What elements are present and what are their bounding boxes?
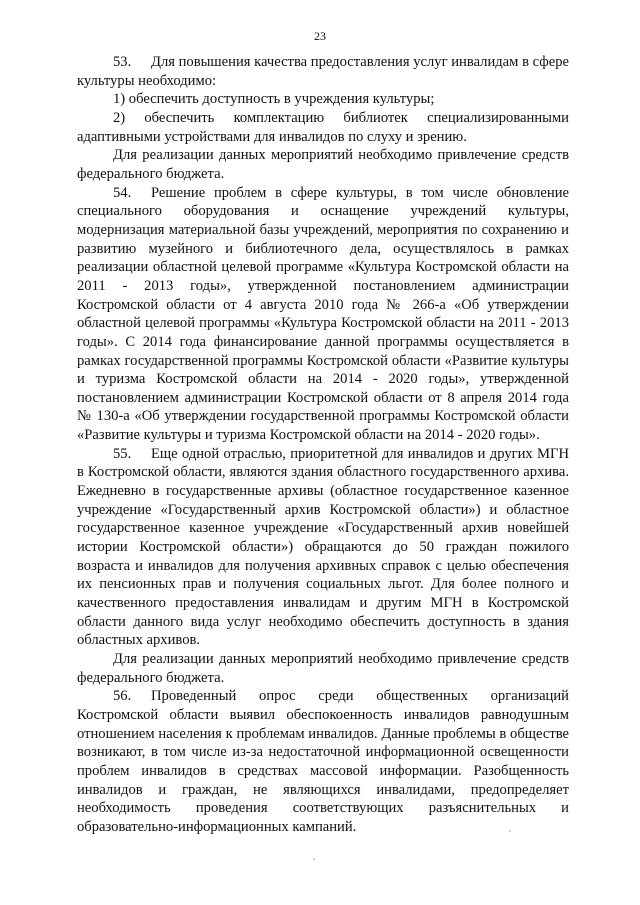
paragraph-number: 54. — [113, 184, 132, 201]
paragraph-number: 56. — [113, 688, 132, 705]
paragraph-53 — [77, 53, 569, 90]
paragraph-text: Еще одной отраслью, приоритетной для инвалидов и других МГН в Костромской области, являются здания областного государственного архива. Ежедневно в государственные архивы (областное государственное казенное учреждение «Государственный архив Костромской области») и областное государственное казенное учреждение «Государственный архив новейшей истории Костромской области») обращаются до 50 граждан пожилого возраста и инвалидов для получения архивных справок с целью обеспечения их пенсионных прав и получения социальных льгот. Для более полного и качественного предоставления инвалидам и другим МГН в Костромской области данного вида услуг необходимо обеспечить доступность в здания областных архивов. — [77, 445, 569, 649]
scan-speck — [509, 830, 511, 832]
paragraph-text: Проведенный опрос среди общественных организаций Костромской области выявил обеспокоенность инвалидов равнодушным отношением населения к проблемам инвалидов. Данные проблемы в обществе возникают, в том числе из-за недостаточной информационной освещенности проблем инвалидов в средствах массовой информации. Разобщенность инвалидов и граждан, не являющихся инвалидами, предопределяет необходимость проведения соответствующих разъяснительных и образовательно-информационных кампаний. — [77, 688, 569, 835]
document-body — [77, 53, 569, 837]
paragraph-number: 55. — [113, 445, 132, 462]
paragraph-56 — [77, 687, 569, 836]
paragraph-55 — [77, 445, 569, 650]
paragraph-funding-2 — [77, 650, 569, 687]
list-item-1 — [77, 90, 569, 109]
scan-speck — [313, 858, 315, 860]
list-item-2 — [77, 109, 569, 146]
page-number: 23 — [314, 29, 326, 43]
paragraph-text: Решение проблем в сфере культуры, в том числе обновление специального оборудования и оснащение учреждений культуры, модернизация материальной базы учреждений, мероприятия по сохранению и развитию музейного и библиотечного дела, осуществлялось в рамках реализации областной целевой программе «Культура Костромской области на 2011 - 2013 годы», утвержденной постановлением администрации Костромской области от 4 августа 2010 года № 266-а «Об утверждении областной целевой программы «Культура Костромской области на 2011 - 2013 годы». С 2014 года финансирование данной программы осуществляется в рамках государственной программы Костромской области «Развитие культуры и туризма Костромской области на 2014 - 2020 годы», утвержденной постановлением администрации Костромской области от 8 апреля 2014 года № 130-а «Об утверждении государственной программы Костромской области «Развитие культуры и туризма Костромской области на 2014 - 2020 годы». — [77, 184, 569, 444]
list-item-text: 1) обеспечить доступность в учреждения культуры; — [113, 91, 435, 108]
paragraph-text: Для повышения качества предоставления услуг инвалидам в сфере культуры необходимо: — [77, 54, 569, 89]
paragraph-funding-1 — [77, 146, 569, 183]
list-item-text: 2) обеспечить комплектацию библиотек специализированными адаптивными устройствами для инвалидов по слуху и зрению. — [77, 109, 569, 145]
paragraph-54 — [77, 184, 569, 445]
paragraph-text: Для реализации данных мероприятий необходимо привлечение средств федерального бюджета. — [77, 147, 569, 182]
paragraph-text: Для реализации данных мероприятий необходимо привлечение средств федерального бюджета. — [77, 651, 569, 686]
paragraph-number: 53. — [113, 54, 132, 70]
